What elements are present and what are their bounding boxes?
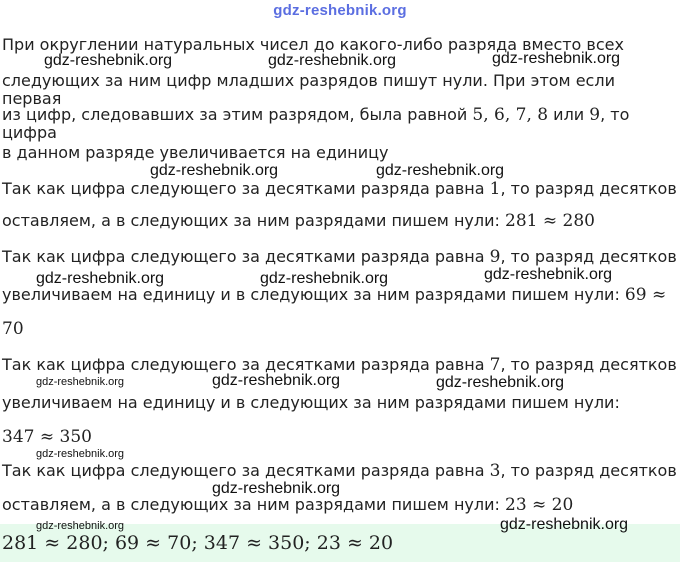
watermark: gdz-reshebnik.org: [500, 516, 629, 533]
case-2-text-c: увеличиваем на единицу и в следующих за ним разрядами пишем нули:: [2, 285, 625, 304]
rule-line-3-text-c: , то цифра: [2, 105, 630, 142]
answer-text: 281 ≈ 280; 69 ≈ 70; 347 ≈ 350; 23 ≈ 20: [2, 532, 394, 554]
watermark: gdz-reshebnik.org: [36, 376, 125, 388]
watermark: gdz-reshebnik.org: [484, 266, 613, 283]
watermark: gdz-reshebnik.org: [212, 372, 341, 389]
case-3-result: 347 ≈ 350: [2, 427, 92, 447]
watermark: gdz-reshebnik.org: [36, 520, 125, 532]
rule-line-1: При округлении натуральных чисел до какого-либо разряда вместо всех: [2, 35, 624, 54]
watermark: gdz-reshebnik.org: [36, 270, 165, 287]
case-2-text-a: Так как цифра следующего за десятками разряда равна: [2, 247, 490, 266]
case-1-text-a: Так как цифра следующего за десятками разряда равна: [2, 179, 490, 198]
rule-digits-math: 5, 6, 7, 8: [472, 105, 549, 125]
rule-line-4: в данном разряде увеличивается на единицу: [2, 143, 389, 162]
rule-line-3: [2, 106, 678, 142]
case-1-digit: 1: [489, 179, 501, 199]
case-1-result: 281 ≈ 280: [505, 211, 595, 231]
case-3-line-2: увеличиваем на единицу и в следующих за ним разрядами пишем нули:: [2, 393, 620, 412]
watermark: gdz-reshebnik.org: [150, 162, 279, 179]
case-4-text-a: Так как цифра следующего за десятками разряда равна: [2, 461, 490, 480]
watermark: gdz-reshebnik.org: [268, 52, 397, 69]
watermark: gdz-reshebnik.org: [212, 480, 341, 497]
site-link-header[interactable]: gdz-reshebnik.org: [273, 2, 407, 19]
case-4-text-b: , то разряд десятков: [500, 461, 677, 480]
watermark: gdz-reshebnik.org: [376, 162, 505, 179]
case-1-line-1: [2, 180, 678, 198]
case-2-result-a: 69 ≈: [624, 285, 667, 305]
watermark: gdz-reshebnik.org: [436, 374, 565, 391]
watermark: gdz-reshebnik.org: [36, 448, 125, 460]
case-1-text-c: оставляем, а в следующих за ним разрядами пишем нули:: [2, 211, 505, 230]
case-2-text-b: , то разряд десятков: [500, 247, 677, 266]
case-2-digit: 9: [489, 247, 501, 267]
case-1-line-2: [2, 212, 678, 230]
case-3-line-3: [2, 428, 678, 446]
case-2-line-2: [2, 286, 678, 304]
case-4-result: 23 ≈ 20: [505, 495, 574, 515]
case-4-line-1: [2, 462, 678, 480]
rule-line-3-text-b: или: [548, 105, 590, 124]
case-2-line-3: [2, 320, 678, 338]
rule-line-2: следующих за ним цифр младших разрядов пишут нули. При этом если первая: [2, 71, 615, 108]
case-2-line-1: [2, 248, 678, 266]
case-3-text-a: Так как цифра следующего за десятками разряда равна: [2, 355, 490, 374]
watermark: gdz-reshebnik.org: [44, 52, 173, 69]
case-4-line-2: [2, 496, 678, 514]
watermark: gdz-reshebnik.org: [260, 270, 389, 287]
case-4-digit: 3: [489, 461, 501, 481]
case-3-digit: 7: [489, 355, 501, 375]
case-2-result-b: 70: [2, 319, 24, 339]
watermark: gdz-reshebnik.org: [492, 50, 621, 67]
rule-digit-nine-math: 9: [589, 105, 601, 125]
case-1-text-b: , то разряд десятков: [500, 179, 677, 198]
case-3-text-b: , то разряд десятков: [500, 355, 677, 374]
rule-line-3-text-a: из цифр, следовавших за этим разрядом, была равной: [2, 105, 473, 124]
case-4-text-c: оставляем, а в следующих за ним разрядами пишем нули:: [2, 495, 505, 514]
